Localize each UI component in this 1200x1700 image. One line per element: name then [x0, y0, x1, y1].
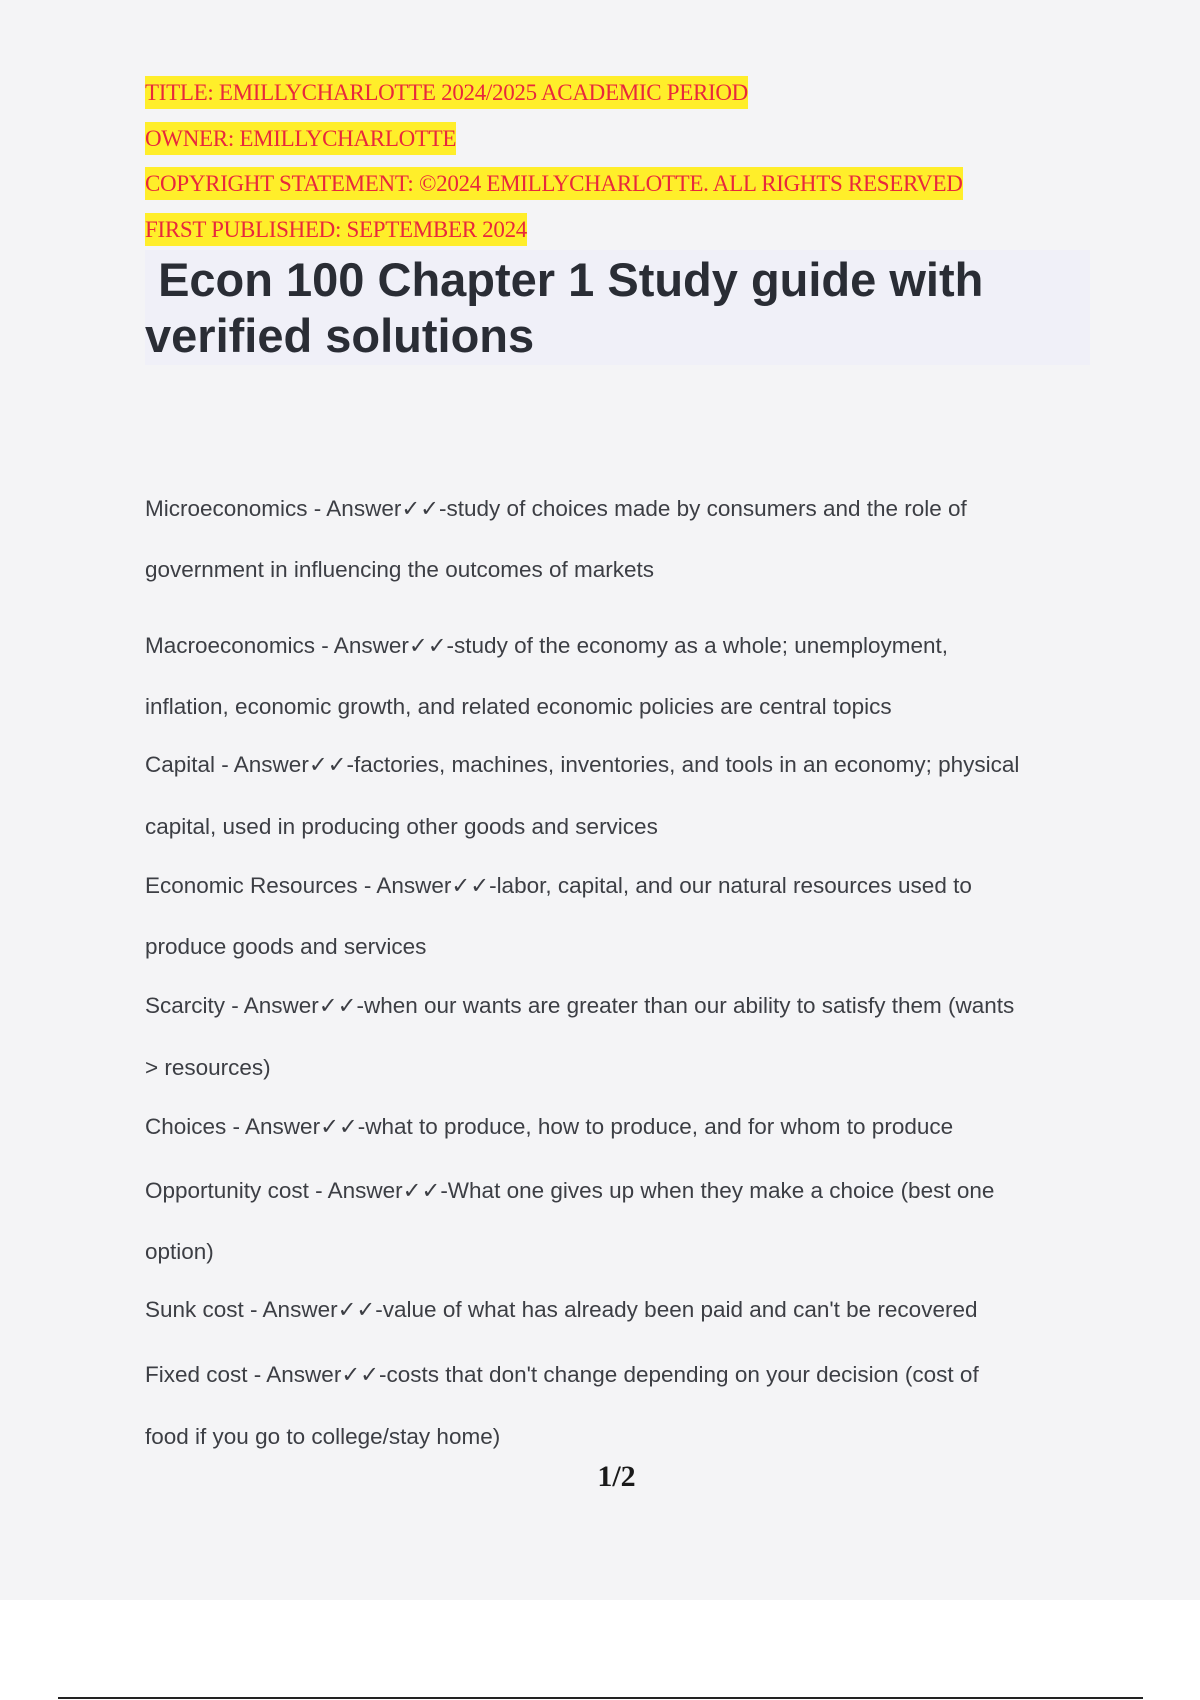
document-title: Econ 100 Chapter 1 Study guide with verified solutions: [145, 253, 984, 362]
glossary-entry-macroeconomics: [145, 633, 1105, 720]
glossary-entry-microeconomics: [145, 496, 1105, 583]
metadata-title-line: TITLE: EMILLYCHARLOTTE 2024/2025 ACADEMIC PERIOD: [145, 70, 963, 116]
glossary-entry-fixed-cost: [145, 1362, 1105, 1450]
glossary-entry-economic-resources: [145, 873, 1105, 960]
document-metadata: [145, 70, 963, 252]
entry-line: Choices - Answer✓✓-what to produce, how to produce, and for whom to produce: [145, 1114, 954, 1139]
entry-line: > resources): [145, 1055, 271, 1080]
glossary-entry-opportunity-cost: [145, 1178, 1105, 1265]
entry-line: capital, used in producing other goods and services: [145, 814, 658, 839]
glossary-entry-choices: [145, 1114, 1105, 1140]
metadata-owner-line: OWNER: EMILLYCHARLOTTE: [145, 116, 963, 162]
metadata-copyright-line: COPYRIGHT STATEMENT: ©2024 EMILLYCHARLOTTE. ALL RIGHTS RESERVED: [145, 161, 963, 207]
page-number: 1/2: [597, 1460, 636, 1493]
entry-line: Capital - Answer✓✓-factories, machines, inventories, and tools in an economy; physical: [145, 752, 1020, 777]
glossary-entry-capital: [145, 752, 1105, 840]
entry-line: Macroeconomics - Answer✓✓-study of the economy as a whole; unemployment,: [145, 633, 949, 658]
entry-line: Sunk cost - Answer✓✓-value of what has already been paid and can't be recovered: [145, 1297, 978, 1322]
entry-line: government in influencing the outcomes of markets: [145, 557, 655, 582]
entry-line: inflation, economic growth, and related economic policies are central topics: [145, 694, 892, 719]
entry-line: Fixed cost - Answer✓✓-costs that don't change depending on your decision (cost of: [145, 1362, 979, 1387]
entry-line: Economic Resources - Answer✓✓-labor, capital, and our natural resources used to: [145, 873, 972, 898]
title-box: [145, 250, 1090, 365]
entry-line: produce goods and services: [145, 934, 427, 959]
glossary-entry-scarcity: [145, 993, 1105, 1081]
entry-line: option): [145, 1239, 214, 1264]
entry-line: food if you go to college/stay home): [145, 1424, 501, 1449]
entry-line: Scarcity - Answer✓✓-when our wants are greater than our ability to satisfy them (wants: [145, 993, 1015, 1018]
entry-line: Opportunity cost - Answer✓✓-What one gives up when they make a choice (best one: [145, 1178, 995, 1203]
metadata-published-line: FIRST PUBLISHED: SEPTEMBER 2024: [145, 207, 963, 253]
bottom-divider: [58, 1697, 1143, 1699]
glossary-entry-sunk-cost: [145, 1297, 1105, 1323]
entry-line: Microeconomics - Answer✓✓-study of choices made by consumers and the role of: [145, 496, 967, 521]
